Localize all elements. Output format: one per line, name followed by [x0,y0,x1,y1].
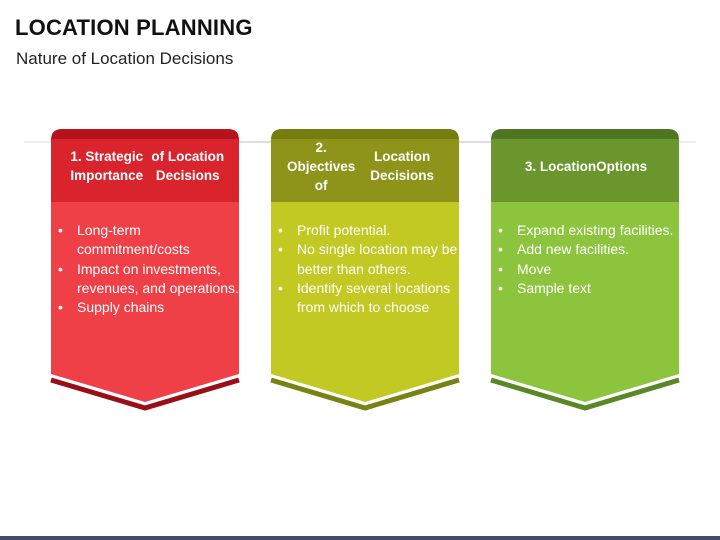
card-title-line-2: of Location Decisions [151,149,225,183]
card-title-line-1: 2. Objectives of [287,139,356,193]
card-strategic-importance [47,126,243,416]
bullet-item: • Sample text [497,279,679,298]
page-title: LOCATION PLANNING [15,15,253,40]
card-title [285,139,447,193]
card-objectives [267,126,463,416]
card-title-line-2: Options [596,158,648,174]
card-bullet-list [277,221,459,317]
bullet-item: • Expand existing facilities. [497,221,679,240]
bullet-item: • No single location may be better than others. [277,240,459,279]
bullet-item: • Profit potential. [277,221,459,240]
bullet-item: • Add new facilities. [497,240,679,259]
card-title [505,146,667,186]
card-title [65,146,227,186]
footer-bar [0,536,720,540]
bullet-item: • Identify several locations from which to choose [277,279,459,318]
bullet-item: • Impact on investments, revenues, and operations. [57,260,239,299]
card-location-options [487,126,683,416]
bullet-item: • Long-term commitment/costs [57,221,239,260]
page-subtitle: Nature of Location Decisions [16,49,234,68]
card-title-line-1: 3. Location [524,158,597,174]
card-bullet-list [497,221,679,298]
card-title-line-1: 1. Strategic Importance [70,149,144,183]
bullet-item: • Move [497,260,679,279]
card-title-line-2: Location Decisions [370,149,435,183]
bullet-item: • Supply chains [57,298,239,317]
card-bullet-list [57,221,239,317]
